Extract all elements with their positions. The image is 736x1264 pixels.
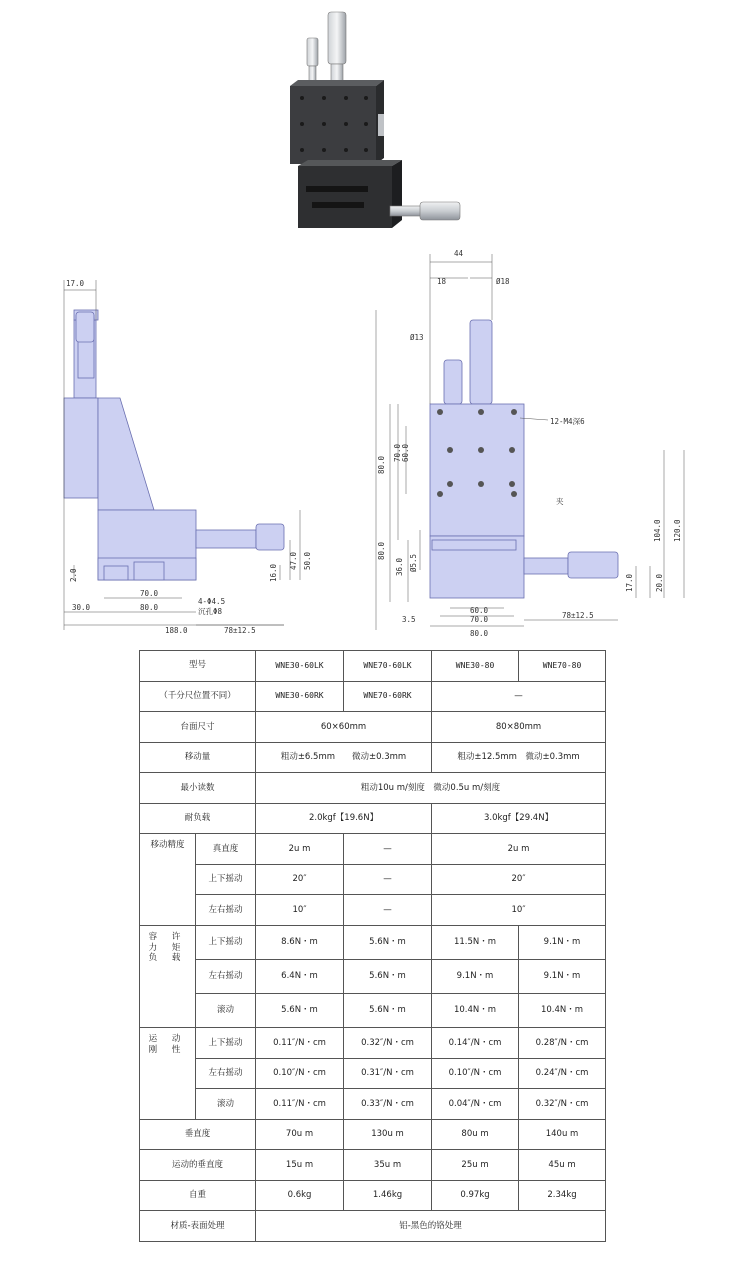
rigidity-group [140, 1028, 196, 1120]
rigidity-cell: 0.14″/N・cm [432, 1028, 519, 1059]
rigidity-cell: 0.10″/N・cm [256, 1058, 344, 1089]
accuracy-row-label: 上下摇动 [196, 864, 256, 895]
model-c4: WNE70-80 [519, 651, 606, 682]
dim-base-offset: 2.0 [69, 568, 78, 582]
moment-cell: 10.4N・m [432, 993, 519, 1027]
min-reading-label: 最小读数 [140, 773, 256, 804]
table-size-label: 台面尺寸 [140, 712, 256, 743]
alt-model-c1: WNE30-60RK [256, 681, 344, 712]
rigidity-cell: 0.04″/N・cm [432, 1089, 519, 1120]
rigidity-cell: 0.10″/N・cm [432, 1058, 519, 1089]
moment-cell: 5.6N・m [344, 993, 432, 1027]
dim-right-b4: 80.0 [470, 629, 489, 638]
dim-right-d1: 18 [437, 277, 447, 286]
weight-cell: 0.6kg [256, 1180, 344, 1211]
load-label: 耐负载 [140, 803, 256, 834]
motion-verticality-cell: 25u m [432, 1150, 519, 1181]
tapped-holes-label: 12-M4深6 [550, 417, 585, 426]
table-row [140, 1119, 606, 1150]
table-row [140, 834, 606, 865]
accuracy-cell: 20″ [256, 864, 344, 895]
rigidity-group-line: 刚 性 [148, 1044, 187, 1055]
rigidity-cell: 0.11″/N・cm [256, 1028, 344, 1059]
rigidity-row-label: 滚动 [196, 1089, 256, 1120]
model-label: 型号 [140, 651, 256, 682]
moment-cell: 5.6N・m [344, 925, 432, 959]
tapped-holes-note: 夹 [556, 497, 564, 506]
verticality-cell: 130u m [344, 1119, 432, 1150]
accuracy-cell: 20″ [432, 864, 606, 895]
accuracy-cell: 10″ [432, 895, 606, 926]
table-row [140, 895, 606, 926]
table-size-c2: 80×80mm [432, 712, 606, 743]
verticality-cell: 80u m [432, 1119, 519, 1150]
dim-h3: 50.0 [303, 551, 312, 570]
accuracy-row-label: 真直度 [196, 834, 256, 865]
travel-c2: 粗动±12.5mm 微动±0.3mm [432, 742, 606, 773]
table-row [140, 864, 606, 895]
dim-right-h3: 17.0 [625, 573, 634, 592]
moment-row-label: 左右摇动 [196, 959, 256, 993]
dim-base-width: 80.0 [140, 603, 159, 612]
motion-verticality-label: 运动的垂直度 [140, 1150, 256, 1181]
accuracy-group: 移动精度 [140, 834, 196, 926]
min-reading-c1: 粗动10u m/刻度 微动0.5u m/刻度 [256, 773, 606, 804]
alt-model-label: （千分尺位置不同） [140, 681, 256, 712]
holes-note: 沉孔Φ8 [198, 607, 223, 616]
moment-group-line: 容 许 [148, 931, 187, 942]
spec-table [139, 650, 606, 1242]
rigidity-cell: 0.33″/N・cm [344, 1089, 432, 1120]
table-row [140, 1058, 606, 1089]
accuracy-cell: 2u m [256, 834, 344, 865]
load-c2: 3.0kgf【29.4N】 [432, 803, 606, 834]
table-row [140, 993, 606, 1027]
verticality-label: 垂直度 [140, 1119, 256, 1150]
material-cell: 铝-黑色的铬处理 [256, 1211, 606, 1242]
dim-h1: 16.0 [269, 563, 278, 582]
model-c3: WNE30-80 [432, 651, 519, 682]
dim-right-v1: 80.0 [377, 455, 386, 474]
model-c2: WNE70-60LK [344, 651, 432, 682]
alt-model-c2: WNE70-60RK [344, 681, 432, 712]
material-label: 材质-表面处理 [140, 1211, 256, 1242]
table-row [140, 1211, 606, 1242]
moment-cell: 8.6N・m [256, 925, 344, 959]
moment-cell: 5.6N・m [344, 959, 432, 993]
table-row [140, 742, 606, 773]
dim-top-width: 17.0 [66, 279, 85, 288]
dim-mid-width: 70.0 [140, 589, 159, 598]
dim-right-h4: 20.0 [655, 573, 664, 592]
side-view-drawing [64, 310, 284, 580]
dim-right-h2: 120.0 [673, 519, 682, 542]
rigidity-cell: 0.24″/N・cm [519, 1058, 606, 1089]
technical-drawings [0, 240, 736, 645]
rigidity-cell: 0.31″/N・cm [344, 1058, 432, 1089]
dim-h2: 47.0 [289, 551, 298, 570]
dim-right-b2: 60.0 [470, 606, 489, 615]
weight-label: 自重 [140, 1180, 256, 1211]
rigidity-cell: 0.28″/N・cm [519, 1028, 606, 1059]
dim-right-d3: Ø13 [410, 333, 424, 342]
rigidity-row-label: 左右摇动 [196, 1058, 256, 1089]
motion-verticality-cell: 15u m [256, 1150, 344, 1181]
load-c1: 2.0kgf【19.6N】 [256, 803, 432, 834]
accuracy-cell: 10″ [256, 895, 344, 926]
rigidity-cell: 0.11″/N・cm [256, 1089, 344, 1120]
dim-right-b1: 3.5 [402, 615, 416, 624]
table-row [140, 1150, 606, 1181]
dim-travel: 78±12.5 [224, 626, 256, 635]
dim-right-v4: 80.0 [377, 541, 386, 560]
accuracy-row-label: 左右摇动 [196, 895, 256, 926]
table-size-c1: 60×60mm [256, 712, 432, 743]
table-row [140, 925, 606, 959]
accuracy-cell: — [344, 895, 432, 926]
dim-left-margin: 30.0 [72, 603, 91, 612]
rigidity-row-label: 上下摇动 [196, 1028, 256, 1059]
travel-c1: 粗动±6.5mm 微动±0.3mm [256, 742, 432, 773]
rigidity-cell: 0.32″/N・cm [344, 1028, 432, 1059]
moment-cell: 9.1N・m [519, 959, 606, 993]
dim-right-d2: Ø18 [496, 277, 510, 286]
dim-total-width: 188.0 [165, 626, 188, 635]
moment-cell: 9.1N・m [519, 925, 606, 959]
table-row [140, 1089, 606, 1120]
table-row [140, 959, 606, 993]
dim-right-v6: Ø5.5 [409, 553, 418, 572]
dim-right-b3: 70.0 [470, 615, 489, 624]
moment-group [140, 925, 196, 1027]
table-row [140, 651, 606, 682]
motion-verticality-cell: 35u m [344, 1150, 432, 1181]
moment-cell: 10.4N・m [519, 993, 606, 1027]
model-c1: WNE30-60LK [256, 651, 344, 682]
weight-cell: 2.34kg [519, 1180, 606, 1211]
dim-right-top: 44 [454, 249, 464, 258]
verticality-cell: 70u m [256, 1119, 344, 1150]
table-row [140, 1028, 606, 1059]
holes-label: 4-Φ4.5 [198, 597, 226, 606]
dim-right-v3: 60.0 [401, 443, 410, 462]
moment-group-line: 负 载 [148, 953, 187, 964]
moment-group-line: 力 矩 [148, 942, 187, 953]
moment-cell: 5.6N・m [256, 993, 344, 1027]
verticality-cell: 140u m [519, 1119, 606, 1150]
rigidity-group-line: 运 动 [148, 1034, 187, 1045]
moment-row-label: 上下摇动 [196, 925, 256, 959]
motion-verticality-cell: 45u m [519, 1150, 606, 1181]
moment-cell: 9.1N・m [432, 959, 519, 993]
accuracy-cell: — [344, 834, 432, 865]
dim-right-v5: 36.0 [395, 557, 404, 576]
moment-cell: 11.5N・m [432, 925, 519, 959]
dim-right-travel: 78±12.5 [562, 611, 594, 620]
weight-cell: 1.46kg [344, 1180, 432, 1211]
rigidity-cell: 0.32″/N・cm [519, 1089, 606, 1120]
dim-right-v2: 70.0 [393, 443, 402, 462]
dim-right-h1: 104.0 [653, 519, 662, 542]
accuracy-cell: 2u m [432, 834, 606, 865]
table-row [140, 1180, 606, 1211]
accuracy-cell: — [344, 864, 432, 895]
travel-label: 移动量 [140, 742, 256, 773]
alt-model-c3: — [432, 681, 606, 712]
table-row [140, 681, 606, 712]
table-row [140, 773, 606, 804]
table-row [140, 803, 606, 834]
moment-cell: 6.4N・m [256, 959, 344, 993]
weight-cell: 0.97kg [432, 1180, 519, 1211]
front-view-drawing [430, 320, 618, 598]
table-row [140, 712, 606, 743]
product-photo [280, 6, 480, 242]
moment-row-label: 滚动 [196, 993, 256, 1027]
